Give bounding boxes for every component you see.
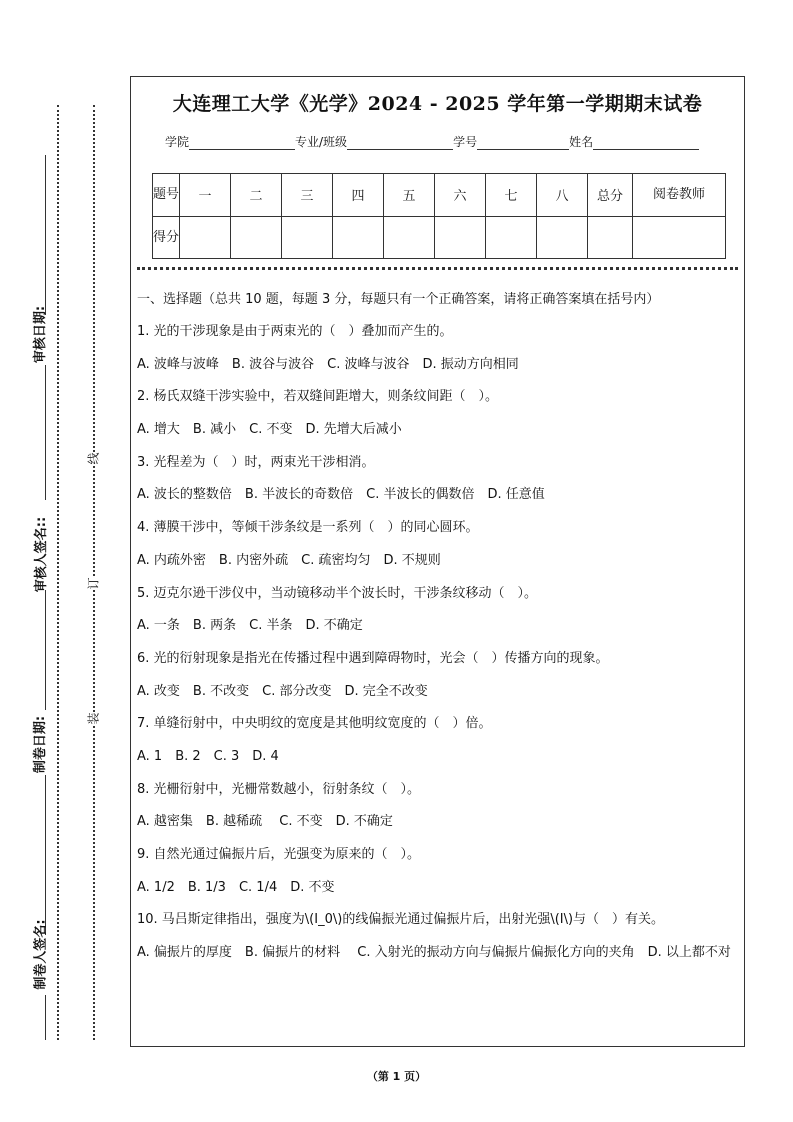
score-cell[interactable] — [333, 216, 384, 259]
sign-line — [45, 590, 46, 710]
col-6: 六 — [435, 174, 486, 217]
options-10: A. 偏振片的厚度 B. 偏振片的材料 C. 入射光的振动方向与偏振片偏振化方向的夹角 D. 以上都不对 — [137, 945, 731, 961]
question-5: 5. 迈克尔逊干涉仪中，当动镜移动半个波长时，干涉条纹移动（ ）。 — [137, 585, 538, 601]
score-cell[interactable] — [633, 216, 726, 259]
dotted-separator — [137, 267, 738, 270]
col-3: 三 — [282, 174, 333, 217]
student-id-label: 学号 — [453, 135, 478, 149]
make-date-label: 制卷日期: — [33, 715, 49, 774]
score-cell[interactable] — [435, 216, 486, 259]
cut-mark-xian: 线 — [86, 452, 101, 465]
name-label: 姓名 — [569, 135, 594, 149]
question-6: 6. 光的衍射现象是指光在传播过程中遇到障碍物时，光会（ ）传播方向的现象。 — [137, 650, 609, 666]
score-cell[interactable] — [180, 216, 231, 259]
dotted-line-inner — [57, 105, 59, 1040]
score-table — [152, 173, 726, 259]
major-label: 专业/班级 — [295, 135, 348, 149]
row-head-defen: 得分 — [153, 216, 180, 259]
question-4: 4. 薄膜干涉中，等倾干涉条纹是一系列（ ）的同心圆环。 — [137, 520, 479, 536]
col-2: 二 — [231, 174, 282, 217]
score-table-score-row — [153, 216, 726, 259]
col-8: 八 — [537, 174, 588, 217]
col-7: 七 — [486, 174, 537, 217]
cut-mark-zhuang: 装 — [86, 712, 101, 725]
options-2: A. 增大 B. 减小 C. 不变 D. 先增大后减小 — [137, 422, 402, 438]
options-8: A. 越密集 B. 越稀疏 C. 不变 D. 不确定 — [137, 814, 393, 830]
name-field[interactable] — [593, 137, 699, 150]
options-6: A. 改变 B. 不改变 C. 部分改变 D. 完全不改变 — [137, 683, 428, 699]
sign-line — [45, 775, 46, 935]
review-date-label: 审核日期: — [33, 305, 49, 364]
maker-sign-label: 制卷人签名: — [33, 919, 49, 990]
score-cell[interactable] — [384, 216, 435, 259]
options-1: A. 波峰与波峰 B. 波谷与波谷 C. 波峰与波谷 D. 振动方向相同 — [137, 356, 519, 372]
row-head-tihao: 题号 — [153, 174, 180, 217]
sign-line — [45, 365, 46, 500]
options-5: A. 一条 B. 两条 C. 半条 D. 不确定 — [137, 618, 363, 634]
exam-frame — [130, 76, 745, 1047]
major-field[interactable] — [347, 137, 453, 150]
college-field[interactable] — [189, 137, 295, 150]
question-7: 7. 单缝衍射中，中央明纹的宽度是其他明纹宽度的（ ）倍。 — [137, 716, 492, 732]
question-section — [137, 289, 738, 975]
student-id-field[interactable] — [477, 137, 569, 150]
col-grader: 阅卷教师 — [633, 174, 726, 217]
question-8: 8. 光栅衍射中，光栅常数越小，衍射条纹（ ）。 — [137, 781, 421, 797]
exam-title: 大连理工大学《光学》2024 - 2025 学年第一学期期末试卷 — [172, 93, 703, 115]
sign-line — [45, 155, 46, 315]
col-total: 总分 — [588, 174, 633, 217]
cut-mark-ding: 订 — [86, 577, 101, 590]
score-cell[interactable] — [486, 216, 537, 259]
options-9: A. 1/2 B. 1/3 C. 1/4 D. 不变 — [137, 879, 335, 895]
question-2: 2. 杨氏双缝干涉实验中，若双缝间距增大，则条纹间距（ ）。 — [137, 389, 499, 405]
cut-dotted-line — [93, 105, 95, 1040]
question-10: 10. 马吕斯定律指出，强度为\(I_0\)的线偏振光通过偏振片后，出射光强\(I\)与（ ）有关。 — [137, 912, 665, 928]
col-4: 四 — [333, 174, 384, 217]
options-7: A. 1 B. 2 C. 3 D. 4 — [137, 748, 279, 764]
question-9: 9. 自然光通过偏振片后，光强变为原来的（ ）。 — [137, 847, 421, 862]
score-cell[interactable] — [588, 216, 633, 259]
options-4: A. 内疏外密 B. 内密外疏 C. 疏密均匀 D. 不规则 — [137, 552, 441, 568]
question-3: 3. 光程差为（ ）时，两束光干涉相消。 — [137, 454, 375, 470]
score-table-header-row — [153, 174, 726, 217]
col-1: 一 — [180, 174, 231, 217]
student-info-row — [165, 133, 699, 150]
score-cell[interactable] — [537, 216, 588, 259]
sign-line — [45, 995, 46, 1040]
reviewer-sign-label: 审核人签名:: — [34, 516, 50, 593]
options-3: A. 波长的整数倍 B. 半波长的奇数倍 C. 半波长的偶数倍 D. 任意值 — [137, 487, 545, 503]
score-cell[interactable] — [282, 216, 333, 259]
page-number: （第 1 页） — [366, 1070, 427, 1083]
question-1: 1. 光的干涉现象是由于两束光的（ ）叠加而产生的。 — [137, 324, 453, 339]
section-heading: 一、选择题（总共 10 题，每题 3 分，每题只有一个正确答案，请将正确答案填在括号内） — [137, 292, 660, 307]
college-label: 学院 — [165, 135, 190, 149]
col-5: 五 — [384, 174, 435, 217]
score-cell[interactable] — [231, 216, 282, 259]
